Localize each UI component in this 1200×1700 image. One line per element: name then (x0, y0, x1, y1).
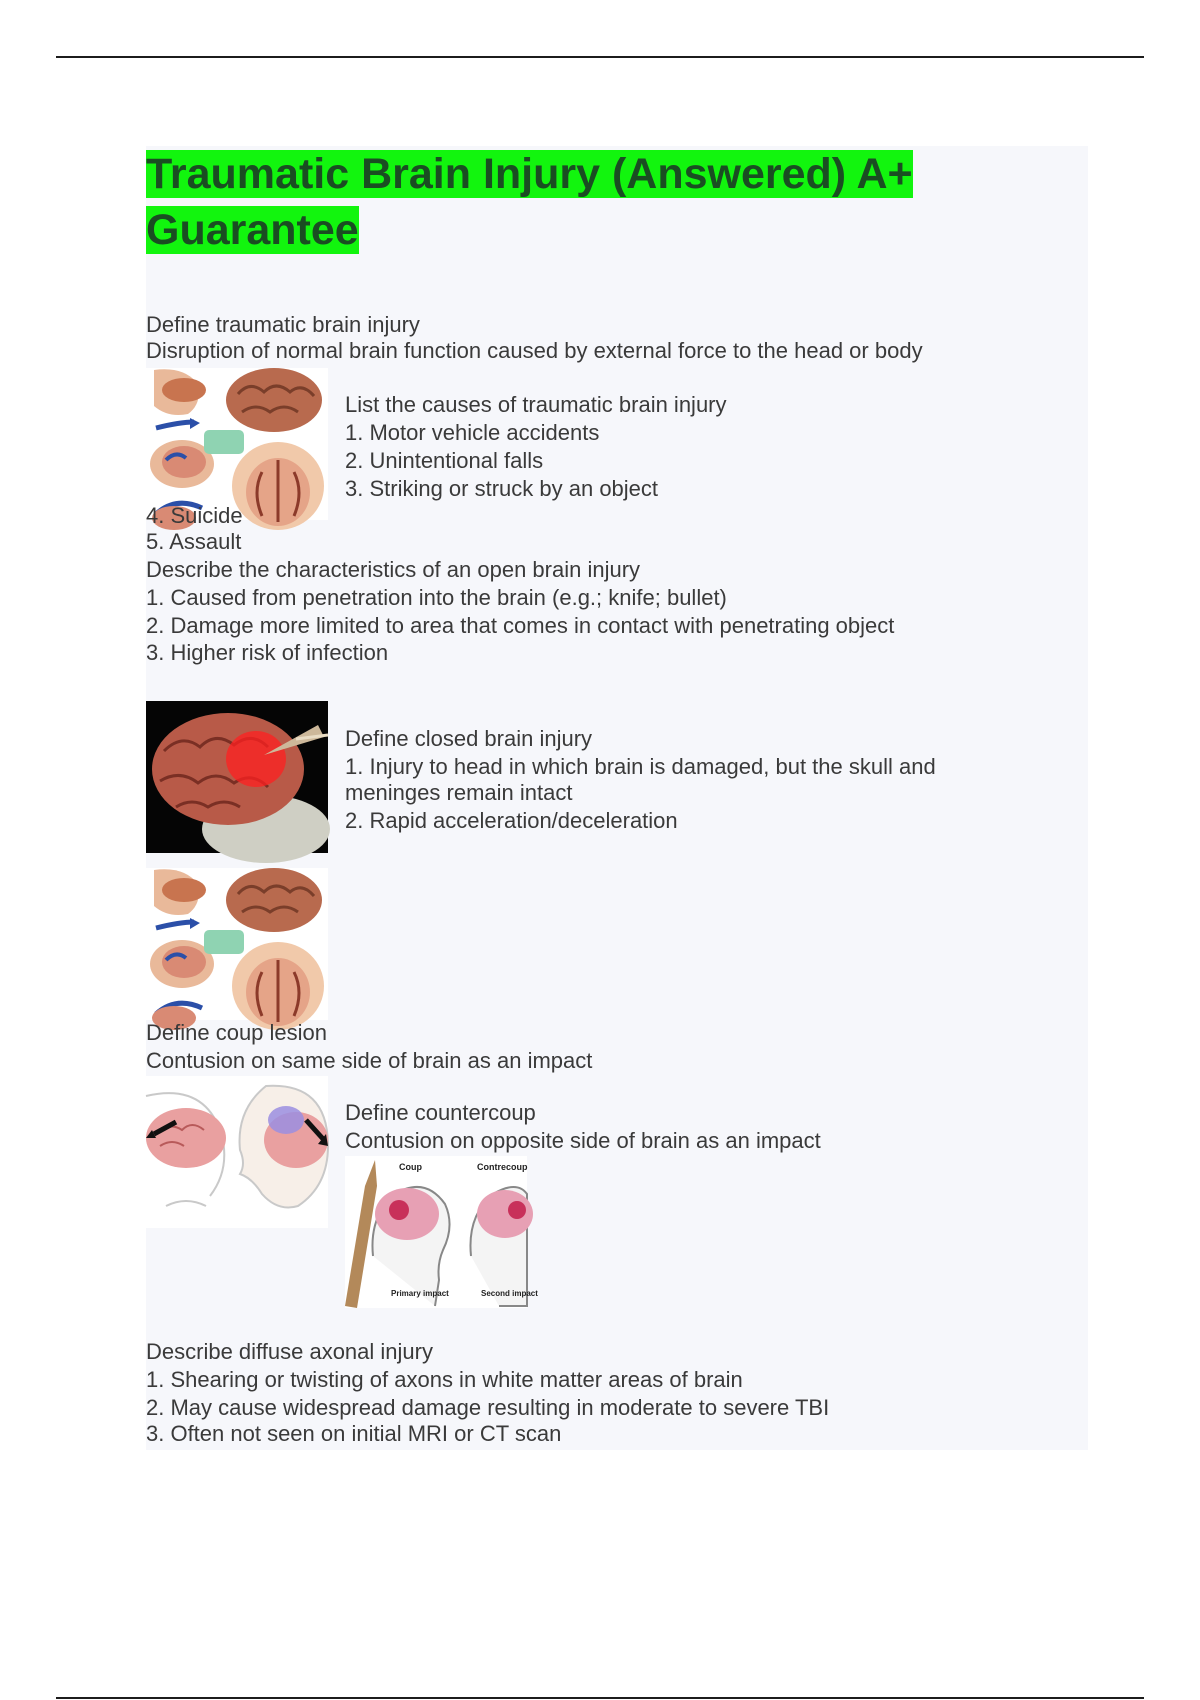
header-rule (56, 56, 1144, 58)
document-title: Traumatic Brain Injury (Answered) A+ Guarantee (146, 150, 913, 254)
answer-line: 2. Damage more limited to area that comes in contact with penetrating object (146, 613, 895, 638)
cause-item: 4. Suicide (146, 503, 243, 528)
coup-label: Coup (399, 1162, 422, 1172)
primary-impact-label: Primary impact (391, 1289, 449, 1298)
answer-line: 1. Injury to head in which brain is damaged, but the skull and (345, 754, 936, 779)
question-causes-tbi: List the causes of traumatic brain injury (345, 392, 727, 417)
footer-rule (56, 1697, 1144, 1699)
answer-line: 3. Often not seen on initial MRI or CT scan (146, 1421, 562, 1446)
answer-line: 1. Shearing or twisting of axons in white matter areas of brain (146, 1367, 743, 1392)
coup-contrecoup-labeled-figure (345, 1156, 538, 1308)
answer-line: Disruption of normal brain function caused by external force to the head or body (146, 338, 923, 363)
question-countercoup: Define countercoup (345, 1100, 536, 1125)
coup-contrecoup-heads-figure (146, 1076, 328, 1228)
answer-line: 1. Caused from penetration into the brain (e.g.; knife; bullet) (146, 585, 727, 610)
answer-line: meninges remain intact (345, 780, 573, 805)
answer-line: 2. Rapid acceleration/deceleration (345, 808, 678, 833)
question-coup-lesion: Define coup lesion (146, 1020, 328, 1045)
answer-line: Contusion on same side of brain as an impact (146, 1048, 593, 1073)
answer-line: 3. Higher risk of infection (146, 640, 389, 665)
question-traumatic-brain-injury: Define traumatic brain injury (146, 312, 420, 337)
second-impact-label: Second impact (481, 1289, 538, 1298)
question-closed-brain-injury: Define closed brain injury (345, 726, 593, 751)
brain-injury-mechanism-figure (146, 368, 328, 520)
question-open-brain-injury: Describe the characteristics of an open brain injury (146, 557, 641, 582)
contrecoup-label: Contrecoup (477, 1162, 528, 1172)
cause-item: 5. Assault (146, 529, 242, 554)
brain-injury-mechanism-figure (146, 868, 328, 1020)
cause-item: 1. Motor vehicle accidents (345, 420, 600, 445)
answer-line: Contusion on opposite side of brain as an impact (345, 1128, 821, 1153)
penetrating-brain-injury-figure (146, 701, 328, 853)
document-content (146, 146, 1088, 1450)
answer-line: 2. May cause widespread damage resulting in moderate to severe TBI (146, 1395, 830, 1420)
cause-item: 2. Unintentional falls (345, 448, 544, 473)
question-diffuse-axonal-injury: Describe diffuse axonal injury (146, 1339, 433, 1364)
cause-item: 3. Striking or struck by an object (345, 476, 659, 501)
